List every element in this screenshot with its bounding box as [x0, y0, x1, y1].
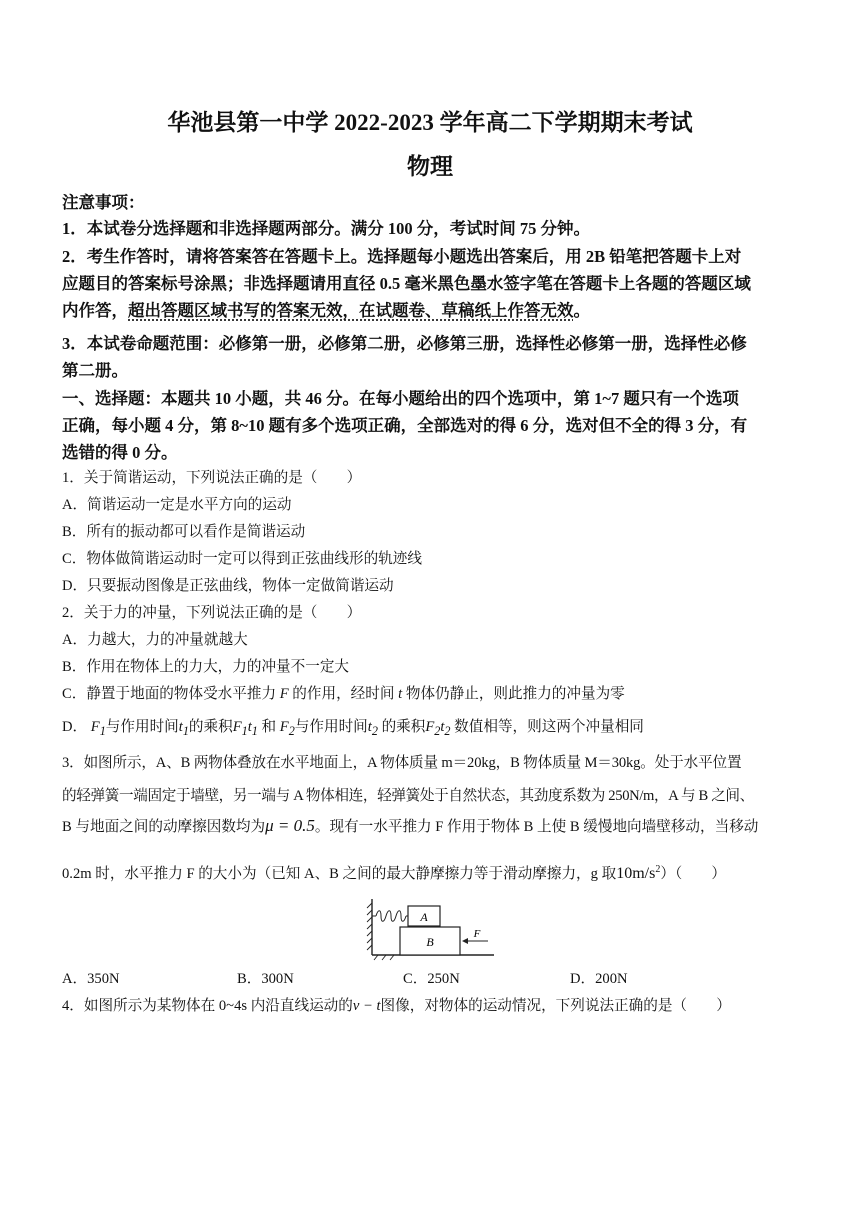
q3-l3-post: 。现有一水平推力 F 作用于物体 B 上使 B 缓慢地向墙壁移动，当移动 [314, 819, 759, 835]
formula-mu: μ = 0.5 [265, 816, 315, 835]
block-b-label: B [426, 935, 434, 949]
ground [372, 955, 494, 960]
formula-f2: $F_2$ [279, 719, 295, 738]
subject-title: 物理 [407, 154, 453, 179]
q3-option-b: B．300N [237, 971, 294, 987]
q3-line-2: 的轻弹簧一端固定于墙壁，另一端与 A 物体相连，轻弹簧处于自然状态，其劲度系数为 250N/m，A 与 B 之间、 [62, 788, 754, 804]
section-1-line-3: 选错的得 0 分。 [62, 443, 178, 462]
formula-f2t2: $F_2t_2$ [425, 719, 451, 738]
note-3-line-2: 第二册。 [62, 361, 128, 380]
formula-t1: $t_1$ [178, 719, 189, 738]
q2-option-d [62, 715, 802, 739]
q2-d-text-e: 的乘积 [381, 719, 426, 735]
q2-c-time: t [398, 686, 403, 702]
formula-g-exp: 2 [655, 864, 661, 876]
q3-l4-post: ）（ ） [660, 866, 726, 882]
q3-line-1: 3．如图所示，A、B 两物体叠放在水平地面上，A 物体质量 m＝20kg，B 物体质量 M＝30kg。处于水平位置 [62, 755, 742, 771]
q1-option-c: C．物体做简谐运动时一定可以得到正弦曲线形的轨迹线 [62, 551, 422, 567]
q4-pre: 4．如图所示为某物体在 0~4s 内沿直线运动的 [62, 998, 353, 1014]
force-label: F [473, 928, 481, 940]
q3-l4-pre: 0.2m 时，水平推力 F 的大小为（已知 A、B 之间的最大静摩擦力等于滑动摩擦力，g 取 [62, 866, 617, 882]
q2-d-label: D． [62, 719, 88, 735]
formula-t2: $t_2$ [367, 719, 378, 738]
q1-option-d: D．只要振动图像是正弦曲线，物体一定做简谐运动 [62, 578, 394, 594]
formula-v-t: v − t [352, 998, 381, 1014]
note-2-line-3 [62, 297, 802, 321]
note-2-line-2: 应题目的答案标号涂黑；非选择题请用直径 0.5 毫米黑色墨水签字笔在答题卡上各题的答题区域 [62, 274, 751, 293]
q2-c-mid: 的作用，经时间 [292, 686, 395, 702]
q3-l3-pre: B 与地面之间的动摩擦因数均为 [62, 819, 266, 835]
spring-blocks-figure [366, 897, 496, 961]
formula-f1: $F_1$ [90, 719, 106, 738]
q4-post: 图像，对物体的运动情况，下列说法正确的是（ ） [380, 998, 731, 1014]
note-2-pre: 内作答， [62, 301, 128, 320]
formula-f1t1: $F_1t_1$ [232, 719, 258, 738]
exam-title: 华池县第一中学 2022-2023 学年高二下学期期末考试 [167, 110, 693, 135]
q2-d-text-f: 数值相等，则这两个冲量相同 [454, 719, 644, 735]
note-2-post: 。 [573, 301, 590, 320]
notes-heading: 注意事项： [62, 193, 145, 212]
section-1-line-1: 一、选择题：本题共 10 小题，共 46 分。在每小题给出的四个选项中，第 1~7 题只有一个选项 [62, 389, 739, 408]
q1-option-a: A．简谐运动一定是水平方向的运动 [62, 497, 292, 513]
q2-option-a: A．力越大，力的冲量就越大 [62, 632, 248, 648]
block-a-label: A [420, 910, 428, 924]
note-2-line-1: 2．考生作答时，请将答案答在答题卡上。选择题每小题选出答案后，用 2B 铅笔把答题卡上对 [62, 247, 742, 266]
q3-line-3 [62, 815, 802, 836]
q2-c-force: F [279, 686, 289, 702]
note-2-emphasis: 超出答题区域书写的答案无效，在试题卷、草稿纸上作答无效 [128, 301, 574, 320]
wall [367, 899, 372, 955]
q1-stem: 1．关于简谐运动，下列说法正确的是（ ） [62, 470, 362, 486]
q2-c-pre: C．静置于地面的物体受水平推力 [62, 686, 277, 702]
q2-d-text-a: 与作用时间 [105, 719, 179, 735]
formula-g-value: 10m/s [616, 865, 656, 882]
section-1-line-2: 正确，每小题 4 分，第 8~10 题有多个选项正确，全部选对的得 6 分，选对但不全的得 3 分，有 [62, 416, 748, 435]
q2-d-text-c: 和 [261, 719, 277, 735]
q2-d-text-d: 与作用时间 [294, 719, 368, 735]
q1-option-b: B．所有的振动都可以看作是简谐运动 [62, 524, 306, 540]
q2-c-post: 物体仍静止，则此推力的冲量为零 [405, 686, 625, 702]
q2-option-c [62, 682, 802, 703]
note-3-line-1: 3．本试卷命题范围：必修第一册，必修第二册，必修第三册，选择性必修第一册，选择性必修 [62, 334, 747, 353]
q4-stem [62, 994, 802, 1015]
q3-option-a: A．350N [62, 971, 120, 987]
q3-line-4 [62, 862, 802, 883]
q2-stem: 2．关于力的冲量，下列说法正确的是（ ） [62, 605, 362, 621]
q3-option-d: D．200N [570, 971, 628, 987]
q2-option-b: B．作用在物体上的力大，力的冲量不一定大 [62, 659, 350, 675]
q2-d-text-b: 的乘积 [188, 719, 233, 735]
spring [372, 911, 408, 922]
note-1: 1．本试卷分选择题和非选择题两部分。满分 100 分，考试时间 75 分钟。 [62, 219, 590, 238]
q3-option-c: C．250N [403, 971, 460, 987]
